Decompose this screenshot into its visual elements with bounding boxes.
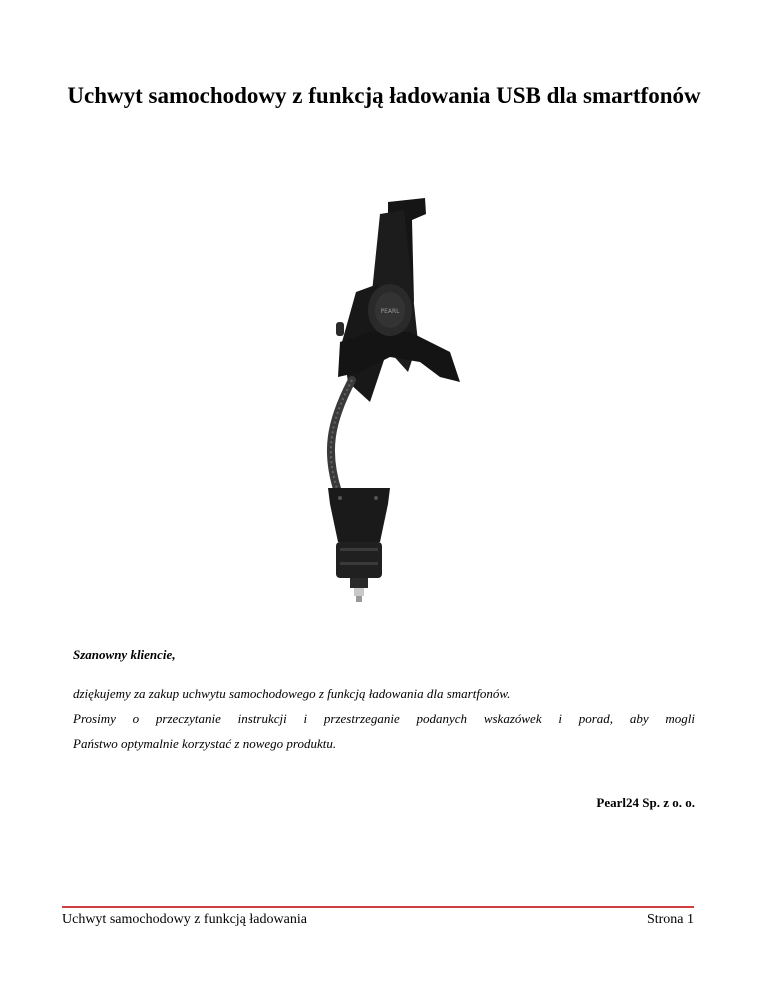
footer-document-title: Uchwyt samochodowy z funkcją ładowania — [62, 912, 307, 927]
svg-text:PEARL: PEARL — [380, 308, 400, 315]
paragraph-line-3: Państwo optymalnie korzystać z nowego produktu. — [73, 736, 337, 751]
signature: Pearl24 Sp. z o. o. — [596, 795, 695, 810]
footer-page-number: Strona 1 — [646, 912, 694, 927]
paragraph-line-2: Prosimy o przeczytanie instrukcji i przestrzeganie podanych wskazówek i porad, aby mogli — [73, 711, 695, 726]
car-phone-holder-image — [300, 192, 468, 610]
paragraph-line-1: dziękujemy za zakup uchwytu samochodowego z funkcją ładowania dla smartfonów. — [73, 686, 511, 701]
document-title: Uchwyt samochodowy z funkcją ładowania USB dla smartfonów — [67, 83, 701, 108]
footer-divider — [62, 906, 694, 908]
greeting: Szanowny kliencie, — [73, 647, 176, 662]
